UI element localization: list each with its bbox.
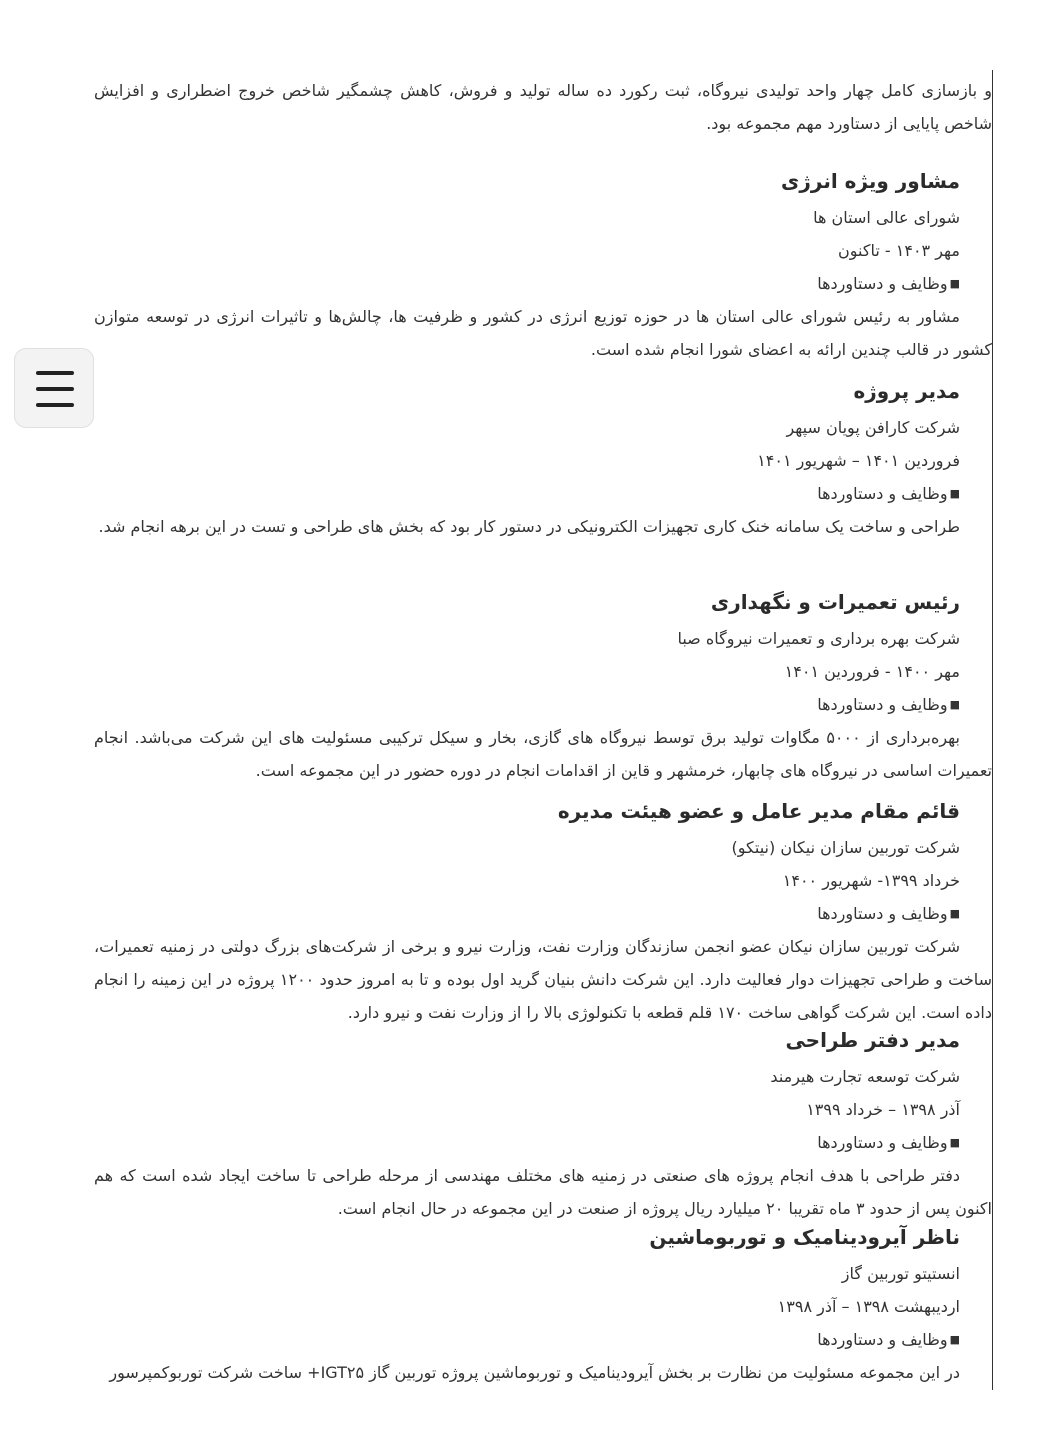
hamburger-menu-icon xyxy=(36,403,74,407)
job-duties-label: ■ وظایف و دستاوردها xyxy=(40,897,992,930)
job-title: رئیس تعمیرات و نگهداری xyxy=(710,590,960,614)
resume-experience-section xyxy=(40,70,993,1390)
job-company: شرکت توسعه تجارت هیرمند xyxy=(770,1067,960,1086)
job-description: در این مجموعه مسئولیت من نظارت بر بخش آیرودینامیک و توربوماشین پروژه توربین گاز IGT۲۵+ ساخت شرکت توربوکمپرسور xyxy=(109,1363,960,1382)
job-description: طراحی و ساخت یک سامانه خنک کاری تجهیزات الکترونیکی در دستور کار بود که بخش های طراحی و تست در این برهه انجام شد. xyxy=(98,517,960,536)
job-duties-label: ■ وظایف و دستاوردها xyxy=(40,1126,992,1159)
hamburger-menu-icon xyxy=(36,387,74,391)
job-company: شرکت کارافن پویان سپهر xyxy=(786,418,960,437)
job-title: مدیر دفتر طراحی xyxy=(785,1028,960,1052)
job-duties-label: ■ وظایف و دستاوردها xyxy=(40,1323,992,1356)
job-entry xyxy=(40,166,992,366)
job-title: قائم مقام مدیر عامل و عضو هیئت مدیره xyxy=(557,799,960,823)
hamburger-menu-button[interactable] xyxy=(14,348,94,428)
job-entry xyxy=(40,587,992,787)
job-entry xyxy=(40,796,992,1029)
job-description: بهره‌برداری از ۵۰۰۰ مگاوات تولید برق توسط نیروگاه های گازی، بخار و سیکل ترکیبی مسئولیت های این شرکت می‌باشد. انجام تعمیرات اساسی در نیروگاه های چابهار، خرمشهر و قاین از اقدامات انجام در دوره حضور در این مجموعه است. xyxy=(94,728,992,780)
job-company: شرکت توربین سازان نیکان (نیتکو) xyxy=(731,838,960,857)
job-period: فروردین ۱۴۰۱ – شهریور ۱۴۰۱ xyxy=(757,451,960,470)
job-period: مهر ۱۴۰۳ - تاکنون xyxy=(838,241,960,260)
job-duties-label: ■ وظایف و دستاوردها xyxy=(40,688,992,721)
job-entry xyxy=(40,376,992,543)
job-title: مشاور ویژه انرژی xyxy=(781,169,960,193)
job-company: شرکت بهره برداری و تعمیرات نیروگاه صبا xyxy=(677,629,960,648)
job-title: ناظر آیرودینامیک و توربوماشین xyxy=(649,1225,960,1249)
job-title: مدیر پروژه xyxy=(853,379,960,403)
hamburger-menu-icon xyxy=(36,371,74,375)
job-description: مشاور به رئیس شورای عالی استان ها در حوزه توزیع انرژی در کشور و ظرفیت ها، چالش‌ها و تاثیرات انرژی در توسعه متوازن کشور در قالب چندین ارائه به اعضای شورا انجام شده است. xyxy=(94,307,992,359)
job-description: شرکت توربین سازان نیکان عضو انجمن سازندگان وزارت نفت، وزارت نیرو و برخی از شرکت‌های بزرگ دولتی در زمنیه تعمیرات، ساخت و طراحی تجهیزات دوار فعالیت دارد. این شرکت دانش بنیان گرید اول بوده و تا به امروز حدود ۱۲۰۰ پروژه در این زمینه را انجام داده است. این شرکت گواهی ساخت ۱۷۰ قلم قطعه با تکنولوژی بالا را از وزارت نفت و نیرو دارد. xyxy=(94,937,992,1022)
job-company: شورای عالی استان ها xyxy=(813,208,960,227)
intro-block xyxy=(40,74,992,140)
intro-paragraph: و بازسازی کامل چهار واحد تولیدی نیروگاه، ثبت رکورد ده ساله تولید و فروش، کاهش چشمگیر شاخص خروج اضطراری و افزایش شاخص پایایی از دستاورد مهم مجموعه بود. xyxy=(94,81,992,133)
job-duties-label: ■ وظایف و دستاوردها xyxy=(40,267,992,300)
job-duties-label: ■ وظایف و دستاوردها xyxy=(40,477,992,510)
job-period: خرداد ۱۳۹۹- شهریور ۱۴۰۰ xyxy=(782,871,960,890)
job-entry xyxy=(40,1222,992,1389)
job-company: انستیتو توربین گاز xyxy=(841,1264,960,1283)
job-entry xyxy=(40,1025,992,1225)
job-description: دفتر طراحی با هدف انجام پروژه های صنعتی در زمنیه های مختلف مهندسی از مرحله طراحی تا ساخت ایجاد شده است که هم اکنون پس از حدود ۳ ماه تقریبا ۲۰ میلیارد ریال پروژه از صنعت در این مجموعه در حال انجام است. xyxy=(94,1166,992,1218)
job-period: مهر ۱۴۰۰ - فروردین ۱۴۰۱ xyxy=(784,662,960,681)
job-period: آذر ۱۳۹۸ – خرداد ۱۳۹۹ xyxy=(806,1100,960,1119)
job-period: اردیبهشت ۱۳۹۸ – آذر ۱۳۹۸ xyxy=(777,1297,960,1316)
